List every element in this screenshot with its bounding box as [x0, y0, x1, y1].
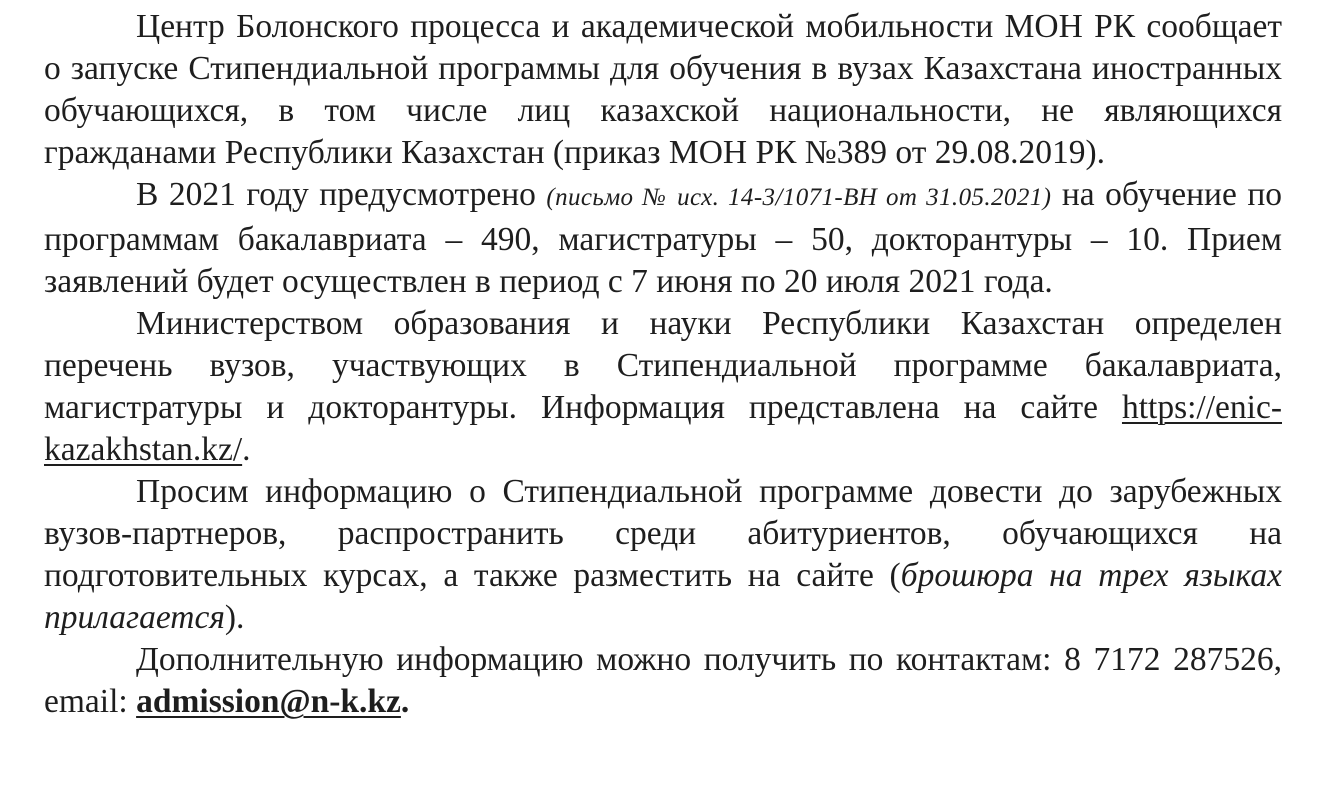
paragraph-universities-list: Министерством образования и науки Республики Казахстан определен перечень вузов, участвующих в Стипендиальной программе бакалавриата, магистратуры и докторантуры. Информация представлена на сайте https://enic-kazakhstan.kz/.: [44, 305, 1282, 468]
brochure-note: брошюра на трех языках прилагается: [44, 557, 1283, 636]
contact-email-link[interactable]: admission@n-k.kz: [136, 683, 401, 720]
letter-body: [44, 6, 1282, 723]
letter-reference-note: (письмо № исх. 14-3/1071-ВН от 31.05.2021): [546, 184, 1052, 211]
paragraph-request: Просим информацию о Стипендиальной программе довести до зарубежных вузов-партнеров, распространить среди абитуриентов, обучающихся на подготовительных курсах, а также разместить на сайте (брошюра на трех языках прилагается).: [44, 473, 1283, 636]
paragraph-contacts: Дополнительную информацию можно получить по контактам: 8 7172 287526, email: admission@n-k.kz.: [44, 641, 1282, 720]
paragraph-quotas: В 2021 году предусмотрено (письмо № исх. 14-3/1071-ВН от 31.05.2021) на обучение по программам бакалавриата – 490, магистратуры – 50, докторантуры – 10. Прием заявлений будет осуществлен в период с 7 июня по 20 июля 2021 года.: [44, 176, 1283, 300]
paragraph-program-launch: Центр Болонского процесса и академической мобильности МОН РК сообщает о запуске Стипендиальной программы для обучения в вузах Казахстана иностранных обучающихся, в том числе лиц казахской национальности, не являющихся гражданами Республики Казахстан (приказ МОН РК №389 от 29.08.2019).: [44, 8, 1282, 171]
enic-website-link[interactable]: https://enic-kazakhstan.kz/: [44, 389, 1282, 468]
